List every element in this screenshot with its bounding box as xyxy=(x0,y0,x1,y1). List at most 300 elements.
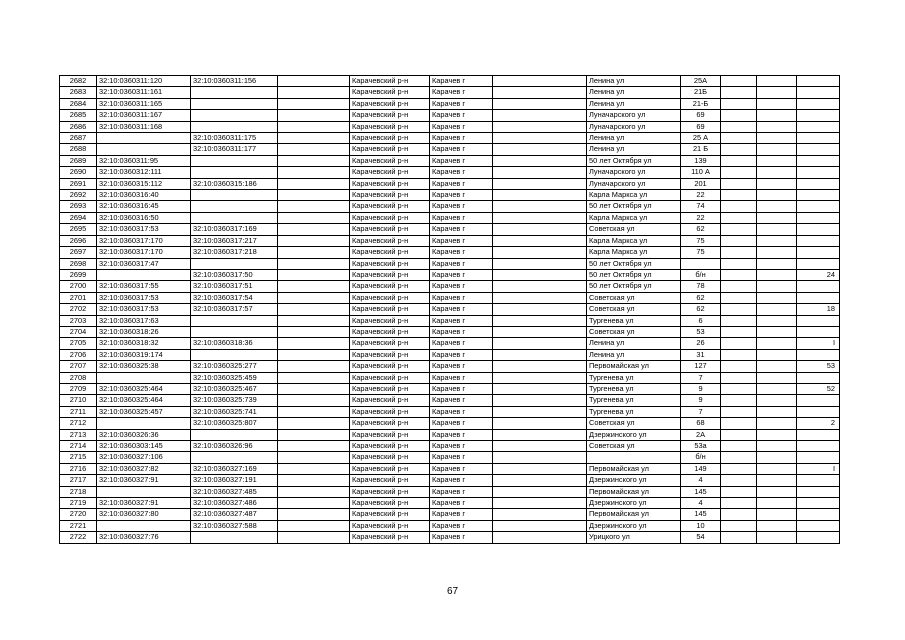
flat-cell xyxy=(757,144,797,155)
blank-column-cell xyxy=(278,167,350,178)
cadastral-number-cell: 32:10:0360311:168 xyxy=(97,121,191,132)
city-cell: Карачев г xyxy=(430,383,493,394)
flat-cell xyxy=(757,76,797,87)
house-number-cell: 9 xyxy=(681,383,721,394)
building-cadastral-number-cell: 32:10:0360325:467 xyxy=(191,383,278,394)
street-cell: Карла Маркса ул xyxy=(587,235,681,246)
city-cell: Карачев г xyxy=(430,269,493,280)
blank-column-cell xyxy=(278,441,350,452)
district-cell: Карачевский р-н xyxy=(350,178,430,189)
cadastral-number-cell: 32:10:0360317:53 xyxy=(97,292,191,303)
row-number-cell: 2705 xyxy=(60,338,97,349)
city-cell: Карачев г xyxy=(430,190,493,201)
table-row xyxy=(60,201,840,212)
district-cell: Карачевский р-н xyxy=(350,304,430,315)
building-cadastral-number-cell xyxy=(191,349,278,360)
row-number-cell: 2709 xyxy=(60,383,97,394)
house-number-cell: 54 xyxy=(681,532,721,543)
table-row xyxy=(60,338,840,349)
apartment-number-cell: 24 xyxy=(797,269,840,280)
house-number-cell: 75 xyxy=(681,235,721,246)
flat-cell xyxy=(757,441,797,452)
row-number-cell: 2699 xyxy=(60,269,97,280)
cadastral-number-cell: 32:10:0360317:53 xyxy=(97,304,191,315)
city-cell: Карачев г xyxy=(430,167,493,178)
flat-cell xyxy=(757,498,797,509)
district-cell: Карачевский р-н xyxy=(350,281,430,292)
city-cell: Карачев г xyxy=(430,463,493,474)
building-cadastral-number-cell: 32:10:0360325:741 xyxy=(191,406,278,417)
building-cell xyxy=(721,201,757,212)
blank-column-cell xyxy=(278,212,350,223)
building-cadastral-number-cell: 32:10:0360311:177 xyxy=(191,144,278,155)
cadastral-number-cell: 32:10:0360327:82 xyxy=(97,463,191,474)
street-cell: Ленина ул xyxy=(587,338,681,349)
row-number-cell: 2717 xyxy=(60,475,97,486)
locality-cell xyxy=(493,498,587,509)
building-cell xyxy=(721,520,757,531)
apartment-number-cell xyxy=(797,212,840,223)
cadastral-number-cell: 32:10:0360311:95 xyxy=(97,155,191,166)
table-row xyxy=(60,190,840,201)
building-cadastral-number-cell: 32:10:0360325:807 xyxy=(191,418,278,429)
flat-cell xyxy=(757,292,797,303)
flat-cell xyxy=(757,486,797,497)
flat-cell xyxy=(757,452,797,463)
building-cadastral-number-cell: 32:10:0360311:175 xyxy=(191,133,278,144)
locality-cell xyxy=(493,98,587,109)
district-cell: Карачевский р-н xyxy=(350,463,430,474)
building-cadastral-number-cell xyxy=(191,212,278,223)
flat-cell xyxy=(757,383,797,394)
house-number-cell: 25 А xyxy=(681,133,721,144)
building-cell xyxy=(721,235,757,246)
row-number-cell: 2687 xyxy=(60,133,97,144)
building-cadastral-number-cell xyxy=(191,87,278,98)
district-cell: Карачевский р-н xyxy=(350,235,430,246)
building-cadastral-number-cell: 32:10:0360317:169 xyxy=(191,224,278,235)
apartment-number-cell xyxy=(797,315,840,326)
street-cell: Тургенева ул xyxy=(587,383,681,394)
city-cell: Карачев г xyxy=(430,201,493,212)
building-cell xyxy=(721,133,757,144)
district-cell: Карачевский р-н xyxy=(350,258,430,269)
apartment-number-cell xyxy=(797,395,840,406)
locality-cell xyxy=(493,326,587,337)
building-cadastral-number-cell xyxy=(191,452,278,463)
building-cell xyxy=(721,167,757,178)
locality-cell xyxy=(493,418,587,429)
blank-column-cell xyxy=(278,144,350,155)
building-cell xyxy=(721,532,757,543)
house-number-cell: 7 xyxy=(681,372,721,383)
blank-column-cell xyxy=(278,133,350,144)
blank-column-cell xyxy=(278,155,350,166)
city-cell: Карачев г xyxy=(430,178,493,189)
building-cell xyxy=(721,110,757,121)
cadastral-number-cell: 32:10:0360316:50 xyxy=(97,212,191,223)
district-cell: Карачевский р-н xyxy=(350,509,430,520)
building-cadastral-number-cell: 32:10:0360317:217 xyxy=(191,235,278,246)
street-cell: Первомайская ул xyxy=(587,509,681,520)
district-cell: Карачевский р-н xyxy=(350,315,430,326)
blank-column-cell xyxy=(278,281,350,292)
blank-column-cell xyxy=(278,452,350,463)
apartment-number-cell: 18 xyxy=(797,304,840,315)
building-cadastral-number-cell: 32:10:0360317:57 xyxy=(191,304,278,315)
cadastral-number-cell: 32:10:0360315:112 xyxy=(97,178,191,189)
blank-column-cell xyxy=(278,304,350,315)
street-cell: Дзержинского ул xyxy=(587,475,681,486)
building-cell xyxy=(721,98,757,109)
apartment-number-cell xyxy=(797,292,840,303)
locality-cell xyxy=(493,144,587,155)
apartment-number-cell xyxy=(797,475,840,486)
table-row xyxy=(60,235,840,246)
district-cell: Карачевский р-н xyxy=(350,201,430,212)
city-cell: Карачев г xyxy=(430,224,493,235)
city-cell: Карачев г xyxy=(430,155,493,166)
apartment-number-cell xyxy=(797,509,840,520)
building-cadastral-number-cell: 32:10:0360327:485 xyxy=(191,486,278,497)
house-number-cell: 75 xyxy=(681,247,721,258)
city-cell: Карачев г xyxy=(430,418,493,429)
blank-column-cell xyxy=(278,269,350,280)
house-number-cell: 31 xyxy=(681,349,721,360)
locality-cell xyxy=(493,349,587,360)
apartment-number-cell xyxy=(797,98,840,109)
table-row xyxy=(60,304,840,315)
building-cell xyxy=(721,361,757,372)
building-cell xyxy=(721,463,757,474)
city-cell: Карачев г xyxy=(430,98,493,109)
apartment-number-cell xyxy=(797,258,840,269)
house-number-cell: 127 xyxy=(681,361,721,372)
cadastral-number-cell: 32:10:0360317:170 xyxy=(97,247,191,258)
street-cell: Советская ул xyxy=(587,304,681,315)
flat-cell xyxy=(757,167,797,178)
registry-table xyxy=(59,75,840,544)
house-number-cell: 26 xyxy=(681,338,721,349)
blank-column-cell xyxy=(278,395,350,406)
row-number-cell: 2712 xyxy=(60,418,97,429)
building-cell xyxy=(721,418,757,429)
cadastral-number-cell: 32:10:0360327:80 xyxy=(97,509,191,520)
row-number-cell: 2706 xyxy=(60,349,97,360)
apartment-number-cell xyxy=(797,144,840,155)
cadastral-number-cell xyxy=(97,372,191,383)
cadastral-number-cell: 32:10:0360325:38 xyxy=(97,361,191,372)
building-cell xyxy=(721,349,757,360)
locality-cell xyxy=(493,383,587,394)
cadastral-number-cell xyxy=(97,520,191,531)
locality-cell xyxy=(493,269,587,280)
flat-cell xyxy=(757,155,797,166)
table-row xyxy=(60,475,840,486)
street-cell: Ленина ул xyxy=(587,133,681,144)
cadastral-number-cell: 32:10:0360327:106 xyxy=(97,452,191,463)
locality-cell xyxy=(493,452,587,463)
row-number-cell: 2694 xyxy=(60,212,97,223)
flat-cell xyxy=(757,201,797,212)
table-row xyxy=(60,167,840,178)
street-cell: 50 лет Октября ул xyxy=(587,269,681,280)
row-number-cell: 2689 xyxy=(60,155,97,166)
locality-cell xyxy=(493,361,587,372)
street-cell: Урицкого ул xyxy=(587,532,681,543)
apartment-number-cell xyxy=(797,190,840,201)
district-cell: Карачевский р-н xyxy=(350,338,430,349)
apartment-number-cell xyxy=(797,201,840,212)
cadastral-number-cell: 32:10:0360316:40 xyxy=(97,190,191,201)
locality-cell xyxy=(493,509,587,520)
district-cell: Карачевский р-н xyxy=(350,406,430,417)
apartment-number-cell xyxy=(797,133,840,144)
cadastral-number-cell: 32:10:0360325:464 xyxy=(97,395,191,406)
row-number-cell: 2686 xyxy=(60,121,97,132)
flat-cell xyxy=(757,212,797,223)
apartment-number-cell xyxy=(797,441,840,452)
cadastral-number-cell: 32:10:0360327:76 xyxy=(97,532,191,543)
cadastral-number-cell: 32:10:0360316:45 xyxy=(97,201,191,212)
locality-cell xyxy=(493,224,587,235)
row-number-cell: 2714 xyxy=(60,441,97,452)
district-cell: Карачевский р-н xyxy=(350,155,430,166)
building-cell xyxy=(721,281,757,292)
apartment-number-cell xyxy=(797,247,840,258)
row-number-cell: 2716 xyxy=(60,463,97,474)
city-cell: Карачев г xyxy=(430,452,493,463)
locality-cell xyxy=(493,395,587,406)
apartment-number-cell: 53 xyxy=(797,361,840,372)
locality-cell xyxy=(493,532,587,543)
table-row xyxy=(60,144,840,155)
street-cell: 50 лет Октября ул xyxy=(587,155,681,166)
district-cell: Карачевский р-н xyxy=(350,133,430,144)
apartment-number-cell xyxy=(797,281,840,292)
table-row xyxy=(60,395,840,406)
flat-cell xyxy=(757,190,797,201)
cadastral-number-cell: 32:10:0360325:457 xyxy=(97,406,191,417)
cadastral-number-cell: 32:10:0360319:174 xyxy=(97,349,191,360)
apartment-number-cell xyxy=(797,224,840,235)
table-row xyxy=(60,532,840,543)
flat-cell xyxy=(757,235,797,246)
row-number-cell: 2707 xyxy=(60,361,97,372)
house-number-cell: 69 xyxy=(681,121,721,132)
row-number-cell: 2700 xyxy=(60,281,97,292)
flat-cell xyxy=(757,247,797,258)
row-number-cell: 2688 xyxy=(60,144,97,155)
street-cell: Ленина ул xyxy=(587,98,681,109)
building-cell xyxy=(721,212,757,223)
flat-cell xyxy=(757,281,797,292)
cadastral-number-cell xyxy=(97,144,191,155)
table-row xyxy=(60,224,840,235)
cadastral-number-cell: 32:10:0360327:91 xyxy=(97,475,191,486)
building-cadastral-number-cell: 32:10:0360315:186 xyxy=(191,178,278,189)
building-cell xyxy=(721,406,757,417)
street-cell: Тургенева ул xyxy=(587,395,681,406)
locality-cell xyxy=(493,315,587,326)
table-row xyxy=(60,292,840,303)
flat-cell xyxy=(757,463,797,474)
blank-column-cell xyxy=(278,190,350,201)
row-number-cell: 2696 xyxy=(60,235,97,246)
city-cell: Карачев г xyxy=(430,110,493,121)
building-cell xyxy=(721,509,757,520)
locality-cell xyxy=(493,87,587,98)
building-cadastral-number-cell xyxy=(191,532,278,543)
building-cadastral-number-cell xyxy=(191,258,278,269)
apartment-number-cell xyxy=(797,155,840,166)
building-cadastral-number-cell xyxy=(191,190,278,201)
locality-cell xyxy=(493,372,587,383)
row-number-cell: 2711 xyxy=(60,406,97,417)
flat-cell xyxy=(757,395,797,406)
building-cell xyxy=(721,315,757,326)
row-number-cell: 2708 xyxy=(60,372,97,383)
district-cell: Карачевский р-н xyxy=(350,452,430,463)
cadastral-number-cell: 32:10:0360311:120 xyxy=(97,76,191,87)
flat-cell xyxy=(757,133,797,144)
house-number-cell: 110 А xyxy=(681,167,721,178)
house-number-cell: б/н xyxy=(681,269,721,280)
building-cadastral-number-cell: 32:10:0360311:156 xyxy=(191,76,278,87)
city-cell: Карачев г xyxy=(430,361,493,372)
street-cell: Первомайская ул xyxy=(587,361,681,372)
blank-column-cell xyxy=(278,349,350,360)
street-cell: Карла Маркса ул xyxy=(587,190,681,201)
building-cadastral-number-cell: 32:10:0360327:169 xyxy=(191,463,278,474)
district-cell: Карачевский р-н xyxy=(350,269,430,280)
building-cell xyxy=(721,269,757,280)
cadastral-number-cell xyxy=(97,418,191,429)
city-cell: Карачев г xyxy=(430,349,493,360)
locality-cell xyxy=(493,235,587,246)
row-number-cell: 2683 xyxy=(60,87,97,98)
table-row xyxy=(60,429,840,440)
locality-cell xyxy=(493,121,587,132)
cadastral-number-cell: 32:10:0360303:145 xyxy=(97,441,191,452)
building-cadastral-number-cell: 32:10:0360327:487 xyxy=(191,509,278,520)
locality-cell xyxy=(493,292,587,303)
district-cell: Карачевский р-н xyxy=(350,486,430,497)
row-number-cell: 2684 xyxy=(60,98,97,109)
registry-body xyxy=(60,76,840,544)
cadastral-number-cell: 32:10:0360317:53 xyxy=(97,224,191,235)
table-row xyxy=(60,452,840,463)
city-cell: Карачев г xyxy=(430,486,493,497)
street-cell xyxy=(587,452,681,463)
street-cell: Советская ул xyxy=(587,292,681,303)
building-cell xyxy=(721,224,757,235)
row-number-cell: 2704 xyxy=(60,326,97,337)
city-cell: Карачев г xyxy=(430,338,493,349)
table-row xyxy=(60,509,840,520)
house-number-cell: 21Б xyxy=(681,87,721,98)
building-cell xyxy=(721,372,757,383)
locality-cell xyxy=(493,486,587,497)
city-cell: Карачев г xyxy=(430,281,493,292)
street-cell: Луначарского ул xyxy=(587,167,681,178)
row-number-cell: 2710 xyxy=(60,395,97,406)
house-number-cell: 53а xyxy=(681,441,721,452)
row-number-cell: 2698 xyxy=(60,258,97,269)
city-cell: Карачев г xyxy=(430,372,493,383)
cadastral-number-cell: 32:10:0360317:170 xyxy=(97,235,191,246)
blank-column-cell xyxy=(278,418,350,429)
building-cell xyxy=(721,87,757,98)
house-number-cell: 4 xyxy=(681,475,721,486)
flat-cell xyxy=(757,224,797,235)
blank-column-cell xyxy=(278,247,350,258)
street-cell: 50 лет Октября ул xyxy=(587,201,681,212)
blank-column-cell xyxy=(278,121,350,132)
blank-column-cell xyxy=(278,429,350,440)
building-cell xyxy=(721,190,757,201)
blank-column-cell xyxy=(278,383,350,394)
flat-cell xyxy=(757,121,797,132)
locality-cell xyxy=(493,133,587,144)
flat-cell xyxy=(757,258,797,269)
cadastral-number-cell: 32:10:0360311:161 xyxy=(97,87,191,98)
apartment-number-cell xyxy=(797,167,840,178)
apartment-number-cell xyxy=(797,326,840,337)
table-row xyxy=(60,406,840,417)
flat-cell xyxy=(757,509,797,520)
blank-column-cell xyxy=(278,406,350,417)
apartment-number-cell xyxy=(797,429,840,440)
locality-cell xyxy=(493,247,587,258)
flat-cell xyxy=(757,418,797,429)
cadastral-number-cell: 32:10:0360312:111 xyxy=(97,167,191,178)
locality-cell xyxy=(493,201,587,212)
street-cell: Тургенева ул xyxy=(587,315,681,326)
house-number-cell: б/н xyxy=(681,452,721,463)
street-cell: Дзержинского ул xyxy=(587,520,681,531)
locality-cell xyxy=(493,212,587,223)
cadastral-number-cell xyxy=(97,486,191,497)
city-cell: Карачев г xyxy=(430,144,493,155)
district-cell: Карачевский р-н xyxy=(350,429,430,440)
apartment-number-cell xyxy=(797,178,840,189)
building-cadastral-number-cell xyxy=(191,155,278,166)
locality-cell xyxy=(493,155,587,166)
locality-cell xyxy=(493,167,587,178)
row-number-cell: 2691 xyxy=(60,178,97,189)
district-cell: Карачевский р-н xyxy=(350,441,430,452)
city-cell: Карачев г xyxy=(430,87,493,98)
locality-cell xyxy=(493,463,587,474)
locality-cell xyxy=(493,304,587,315)
street-cell: Дзержинского ул xyxy=(587,498,681,509)
city-cell: Карачев г xyxy=(430,532,493,543)
cadastral-number-cell: 32:10:0360326:36 xyxy=(97,429,191,440)
city-cell: Карачев г xyxy=(430,475,493,486)
building-cell xyxy=(721,441,757,452)
table-row xyxy=(60,486,840,497)
locality-cell xyxy=(493,475,587,486)
building-cell xyxy=(721,304,757,315)
cadastral-number-cell: 32:10:0360317:63 xyxy=(97,315,191,326)
street-cell: Первомайская ул xyxy=(587,486,681,497)
row-number-cell: 2702 xyxy=(60,304,97,315)
cadastral-number-cell: 32:10:0360318:26 xyxy=(97,326,191,337)
blank-column-cell xyxy=(278,76,350,87)
cadastral-number-cell: 32:10:0360317:55 xyxy=(97,281,191,292)
district-cell: Карачевский р-н xyxy=(350,110,430,121)
